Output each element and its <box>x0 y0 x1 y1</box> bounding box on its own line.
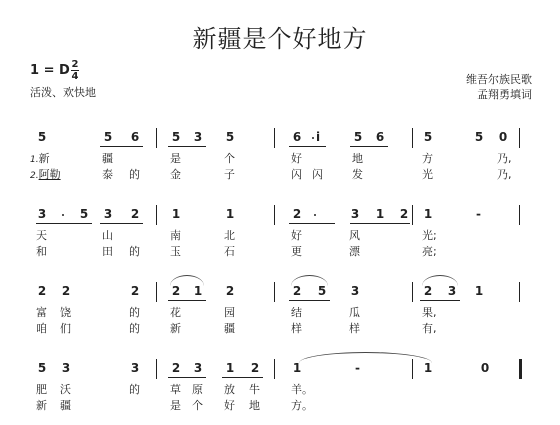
lyric-verse2: 2.阿勒 <box>30 168 61 181</box>
jianpu-note: 5 <box>103 130 113 144</box>
lyric-verse1: 好 <box>291 152 302 165</box>
lyric-verse2: 好 <box>224 399 235 412</box>
verse-number: 1. <box>30 155 39 165</box>
jianpu-note: 3 <box>193 361 203 375</box>
lyric-verse1: 果, <box>422 306 437 319</box>
jianpu-note: 5 <box>37 361 47 375</box>
lyric-verse1: 肥 <box>36 383 47 396</box>
lyric-verse1: 花 <box>170 306 181 319</box>
lyric-verse2: 个 <box>192 399 203 412</box>
lyric-verse2: 新 <box>170 322 181 335</box>
barline <box>274 359 275 379</box>
jianpu-note: 2 <box>399 207 409 221</box>
jianpu-note: 6 <box>130 130 140 144</box>
jianpu-note: 1 <box>171 207 181 221</box>
jianpu-note: 1 <box>225 207 235 221</box>
jianpu-note: 1 <box>474 284 484 298</box>
lyric-verse1: 草 <box>170 383 181 396</box>
jianpu-note: 1 <box>423 361 433 375</box>
jianpu-note: 2 <box>250 361 260 375</box>
lyric-verse2: 有, <box>422 322 437 335</box>
sustain-dash: - <box>355 361 360 375</box>
barline <box>156 128 157 148</box>
lyric-verse1: 沃 <box>60 383 71 396</box>
lyric-verse2: 金 <box>170 168 181 181</box>
jianpu-note: 2 <box>171 284 181 298</box>
beam-underline <box>289 223 335 224</box>
jianpu-note: 5 <box>474 130 484 144</box>
lyric-verse2: 子 <box>224 168 235 181</box>
lyric-verse1: 羊。 <box>291 383 313 396</box>
jianpu-note: 5 <box>353 130 363 144</box>
credit-lyrics: 孟翔勇填词 <box>477 88 532 101</box>
jianpu-note: 3 <box>193 130 203 144</box>
jianpu-note: 3 <box>350 284 360 298</box>
credit-origin: 维吾尔族民歌 <box>466 73 532 86</box>
jianpu-note: 1 <box>225 361 235 375</box>
lyric-verse1: 天 <box>36 229 47 242</box>
barline <box>412 205 413 225</box>
jianpu-note: 2 <box>292 284 302 298</box>
jianpu-note: 2 <box>171 361 181 375</box>
lyric-verse1: 北 <box>224 229 235 242</box>
lyric-verse1: 1.新 <box>30 152 50 165</box>
lyric-verse2: 亮; <box>422 245 437 258</box>
slur <box>299 352 432 363</box>
lyric-verse2: 新 <box>36 399 47 412</box>
lyric-verse1: 牛 <box>249 383 260 396</box>
lyric-verse1: 乃, <box>497 152 512 165</box>
beam-underline <box>289 146 326 147</box>
lyric-verse1: 放 <box>224 383 235 396</box>
jianpu-note: 5 <box>317 284 327 298</box>
lyric-verse2: 乃, <box>497 168 512 181</box>
lyric-verse2: 们 <box>60 322 71 335</box>
lyric-verse2: 闪 <box>291 168 302 181</box>
jianpu-note: 5 <box>37 130 47 144</box>
jianpu-note: 2 <box>61 284 71 298</box>
key-signature: 1 = D <box>30 63 70 78</box>
sustain-dash: - <box>476 207 481 221</box>
lyric-verse1: 风 <box>349 229 360 242</box>
beam-underline <box>168 146 206 147</box>
jianpu-note: 3 <box>103 207 113 221</box>
beam-underline <box>100 146 143 147</box>
lyric-verse2: 田 <box>102 245 113 258</box>
lyric-verse2: 泰 <box>102 168 113 181</box>
jianpu-note: 0 <box>480 361 490 375</box>
lyric-verse2: 样 <box>291 322 302 335</box>
lyric-verse2: 的 <box>129 322 140 335</box>
lyric-verse2: 光 <box>422 168 433 181</box>
beam-underline <box>350 146 388 147</box>
lyric-verse2: 疆 <box>224 322 235 335</box>
lyric-verse2: 的 <box>129 245 140 258</box>
jianpu-note: 2 <box>292 207 302 221</box>
verse-number: 2. <box>30 171 39 181</box>
lyric-verse2: 更 <box>291 245 302 258</box>
lyric-verse1: 方 <box>422 152 433 165</box>
lyric-verse2: 是 <box>170 399 181 412</box>
jianpu-note: 5 <box>79 207 89 221</box>
beam-underline <box>350 223 410 224</box>
lyric-verse1: 是 <box>170 152 181 165</box>
slur <box>291 275 328 286</box>
barline <box>274 282 275 302</box>
lyric-verse2: 样 <box>349 322 360 335</box>
lyric-verse1: 个 <box>224 152 235 165</box>
lyric-verse2: 漂 <box>349 245 360 258</box>
lyric-verse2: 疆 <box>60 399 71 412</box>
final-barline <box>519 359 522 379</box>
time-denominator: 4 <box>71 71 79 82</box>
jianpu-note: 2 <box>37 284 47 298</box>
barline <box>156 205 157 225</box>
barline <box>519 282 520 302</box>
lyric-verse2: 和 <box>36 245 47 258</box>
barline <box>274 128 275 148</box>
barline <box>519 205 520 225</box>
lyric-verse1: 饶 <box>60 306 71 319</box>
jianpu-note: 3 <box>350 207 360 221</box>
score-title: 新疆是个好地方 <box>192 25 368 53</box>
jianpu-note: 6 <box>375 130 385 144</box>
augmentation-dot <box>62 214 64 216</box>
lyric-verse2: 地 <box>249 399 260 412</box>
beam-underline <box>289 300 330 301</box>
barline <box>274 205 275 225</box>
jianpu-note: 1 <box>423 207 433 221</box>
jianpu-note: 5 <box>225 130 235 144</box>
beam-underline <box>168 300 206 301</box>
augmentation-dot <box>314 214 316 216</box>
barline <box>519 128 520 148</box>
barline <box>156 359 157 379</box>
lyric-verse1: 的 <box>129 383 140 396</box>
jianpu-note: 3 <box>130 361 140 375</box>
barline <box>412 128 413 148</box>
slur <box>422 275 458 286</box>
jianpu-note: 3 <box>447 284 457 298</box>
lyric-verse1: 好 <box>291 229 302 242</box>
jianpu-note: 3 <box>61 361 71 375</box>
augmentation-dot <box>312 137 314 139</box>
jianpu-note: 3 <box>37 207 47 221</box>
tempo-marking: 活泼、欢快地 <box>30 86 96 99</box>
slur <box>170 275 204 286</box>
time-numerator: 2 <box>71 59 79 70</box>
jianpu-note: 5 <box>171 130 181 144</box>
jianpu-note: 2 <box>130 284 140 298</box>
jianpu-note: 1 <box>375 207 385 221</box>
lyric-verse2: 发 <box>352 168 363 181</box>
time-signature <box>71 60 79 81</box>
lyric-verse1: 疆 <box>102 152 113 165</box>
beam-underline <box>420 300 460 301</box>
lyric-verse2: 玉 <box>170 245 181 258</box>
lyric-verse2: 的 <box>129 168 140 181</box>
lyric-verse1: 富 <box>36 306 47 319</box>
lyric-verse1: 结 <box>291 306 302 319</box>
beam-underline <box>168 377 206 378</box>
jianpu-note: 1 <box>292 361 302 375</box>
beam-underline <box>222 377 263 378</box>
jianpu-note: 6 <box>292 130 302 144</box>
lyric-verse2: 方。 <box>291 399 313 412</box>
lyric-verse1: 地 <box>352 152 363 165</box>
lyric-verse1: 南 <box>170 229 181 242</box>
jianpu-note: 1 <box>193 284 203 298</box>
jianpu-note: 2 <box>225 284 235 298</box>
lyric-verse1: 光; <box>422 229 437 242</box>
lyric-verse1: 园 <box>224 306 235 319</box>
lyric-verse1: 的 <box>129 306 140 319</box>
lyric-verse1: 瓜 <box>349 306 360 319</box>
jianpu-note: i <box>315 130 321 144</box>
lyric-verse1: 山 <box>102 229 113 242</box>
barline <box>156 282 157 302</box>
jianpu-note: 5 <box>423 130 433 144</box>
jianpu-note: 0 <box>498 130 508 144</box>
lyric-verse2: 闪 <box>312 168 323 181</box>
barline <box>412 282 413 302</box>
lyric-verse1: 原 <box>192 383 203 396</box>
jianpu-note: 2 <box>130 207 140 221</box>
lyric-verse2: 石 <box>224 245 235 258</box>
jianpu-note: 2 <box>423 284 433 298</box>
beam-underline <box>100 223 143 224</box>
lyric-verse2: 咱 <box>36 322 47 335</box>
beam-underline <box>36 223 92 224</box>
